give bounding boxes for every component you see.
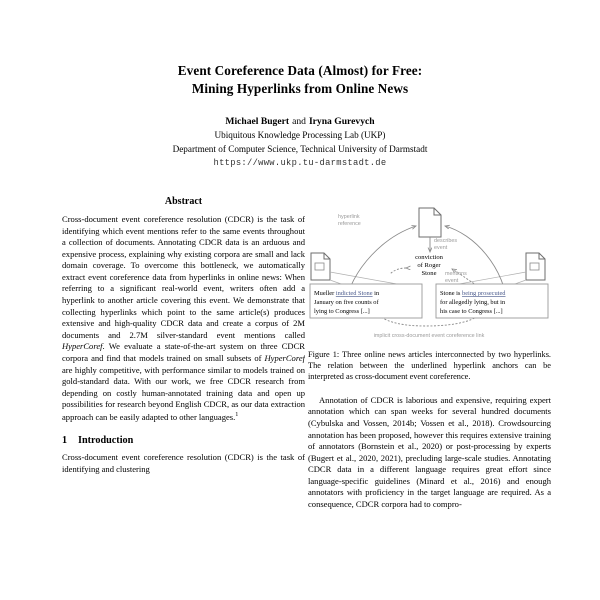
abstract-part-1: Cross-document event coreference resolution (CDCR) is the task of identifying which event mentions refer to the same events throughout a collection of documents. Annotating CDCR data is an arduous and expensive process, explaining why existing corpora are small and lack domain coverage. To overcome this bottleneck, we automatically extract event coreference data from hyperlinks in online news: When referring to a significant real-world event, writers often add a hyperlink to another article covering this event. We demonstrate that collecting hyperlinks which point to the same article(s) produces extensive and high-quality CDCR data and create a corpus of 2M documents and 2.7M silver-standard event mentions called	[62, 214, 305, 340]
left-article-line-2: January on five counts of	[314, 299, 379, 306]
figure-1-caption: Figure 1: Three online news articles interconnected by two hyperlinks. The relation between the underlined hyperlink anchors can be interpreted as cross-document event coreference.	[308, 350, 551, 381]
label-hyperlink-reference-line2: reference	[338, 221, 361, 227]
section-heading-introduction	[62, 435, 305, 446]
right-article-text-before: Stone is	[440, 290, 463, 297]
author-conjunction: and	[292, 115, 306, 127]
right-article-line-2: for allegedly lying, but in	[440, 299, 506, 306]
document-icon-top	[419, 208, 441, 237]
event-node-line-2: of Roger	[417, 262, 441, 269]
figure-spacer	[308, 383, 551, 395]
right-article-hyperlink-anchor[interactable]: being prosecuted	[462, 290, 506, 297]
abstract-part-3: are highly competitive, with performance similar to models trained on gold-standard data. With our work, we free CDCR research from depending on costly human-annotated training data and open up possibilities for research beyond English CDCR, as our data extraction approach can be easily adapted to other languages.	[62, 364, 305, 422]
abstract-text	[62, 214, 305, 423]
svg-text:Mueller indicted Stone in	[314, 290, 380, 297]
event-node-line-1: conviction	[415, 254, 443, 261]
page-title	[0, 62, 600, 98]
label-mentions-event-line1: mentions	[445, 271, 467, 277]
introduction-paragraph: Cross-document event coreference resolution (CDCR) is the task of identifying and clustering	[62, 452, 305, 474]
mentions-event-arrow-left	[390, 268, 406, 274]
implicit-coref-label: implicit cross-document event coreference link	[373, 333, 485, 339]
footnote-marker[interactable]: 1	[235, 410, 239, 418]
document-icon-left	[311, 253, 330, 280]
event-node-line-3: Stone	[421, 270, 437, 277]
event-node	[415, 254, 444, 277]
left-article-text-after: in	[372, 290, 380, 297]
left-article-line-3: lying to Congress [...]	[314, 308, 370, 315]
abstract-part-2: . We evaluate a state-of-the-art system on three CDCR corpora and find that models trained on small subsets of	[62, 341, 305, 363]
author-2: Iryna Gurevych	[308, 115, 375, 127]
corpus-name-1: HyperCoref	[62, 341, 103, 352]
right-column	[308, 196, 551, 600]
left-article-hyperlink-anchor[interactable]: indicted Stone	[335, 290, 373, 297]
author-list	[0, 115, 600, 129]
affiliation-line-1: Ubiquitous Knowledge Processing Lab (UKP)	[214, 129, 386, 140]
corpus-name-2: HyperCoref	[264, 352, 305, 363]
title-line-1: Event Coreference Data (Almost) for Free:	[177, 63, 423, 78]
lab-url-link[interactable]: https://www.ukp.tu-darmstadt.de	[213, 158, 387, 169]
two-column-body	[0, 196, 600, 600]
title-line-2: Mining Hyperlinks from Online News	[191, 80, 409, 96]
figure-1	[308, 196, 551, 344]
right-column-paragraph-1: Annotation of CDCR is laborious and expensive, requiring expert annotation which can span weeks for several hundred documents (Cybulska and Vossen, 2014b; Vossen et al., 2018). Crowdsourcing annotation has been proposed, however this requires extensive training of annotators (Bornstein et al., 2020) or post-processing by experts (Bugert et al., 2020, 2021), precluding large-scale studies. Annotating CDCR data in a different language requires great effort since language-specific guidelines (Minard et al., 2016) and enough annotators with proficiency in the target language are required. As a consequence, CDCR corpora had to compro-	[308, 394, 551, 510]
document-icon-right	[526, 253, 545, 280]
author-1: Michael Bugert	[225, 115, 290, 127]
article-text-right	[440, 290, 506, 315]
affiliation-line-2: Department of Computer Science, Technical University of Darmstadt	[172, 143, 428, 154]
label-describes-event-line2: event	[434, 245, 448, 251]
abstract-heading: Abstract	[164, 196, 203, 207]
section-number: 1	[62, 435, 68, 447]
left-column	[62, 196, 305, 600]
label-hyperlink-reference-line1: hyperlink	[338, 214, 360, 220]
figure-1-diagram	[308, 196, 551, 344]
section-title: Introduction	[78, 435, 134, 447]
right-article-line-3: his case to Congress [...]	[440, 308, 503, 315]
title-block	[0, 0, 600, 168]
label-mentions-event-line2: event	[445, 278, 459, 284]
label-describes-event-line1: describes	[434, 238, 458, 244]
left-article-text-before: Mueller	[314, 290, 336, 297]
svg-text:Stone is being prosecuted	[440, 290, 506, 297]
